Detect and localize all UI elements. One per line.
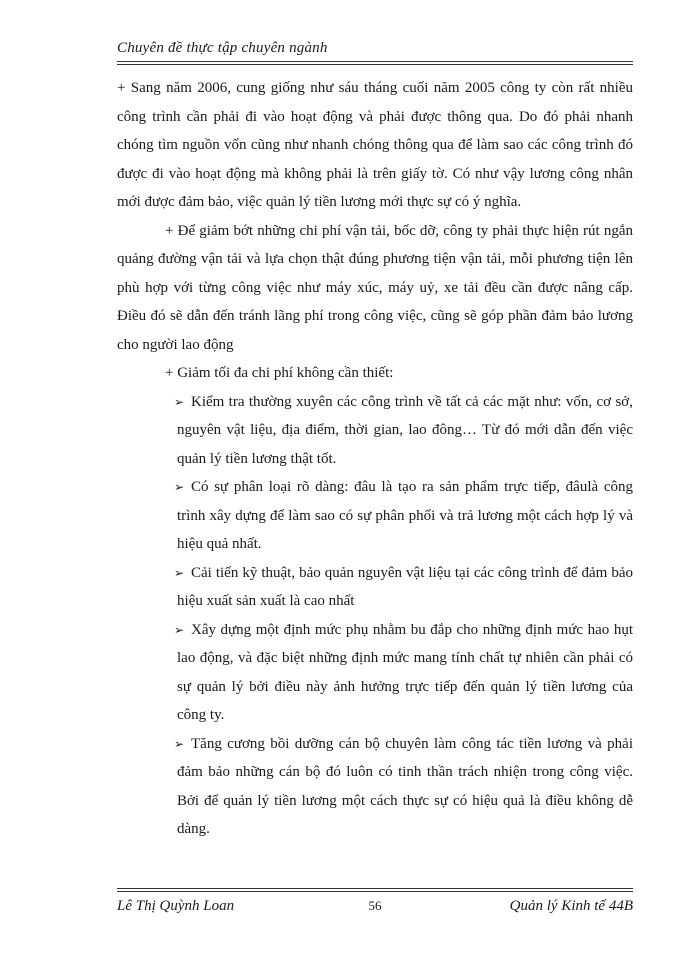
footer-rule-bottom — [117, 891, 633, 892]
arrow-bullet-icon: ➢ — [174, 622, 185, 637]
bullet-item — [117, 473, 633, 559]
header-rule-bottom — [117, 64, 633, 65]
footer-class: Quản lý Kinh tế 44B — [509, 898, 633, 914]
paragraph-3: + Giảm tối đa chi phí không cần thiết: — [165, 365, 394, 381]
paragraph-2: + Để giảm bớt những chi phí vận tải, bốc dỡ, công ty phải thực hiện rút ngắn quảng đường vận tải và lựa chọn thật đúng phương tiện vận tải, mỗi phương tiện lên phù hợp với từng công việc như máy xúc, máy uỷ, xe tải đều cần được nâng cấp. Điều đó sẽ dẫn đến tránh lãng phí trong công việc, cũng sẽ góp phần đảm bảo lương cho người lao động — [117, 222, 633, 353]
bullet-text: Xây dựng một định mức phụ nhằm bu đắp cho những định mức hao hụt lao động, và đặc biệt những định mức mang tính chất tự nhiên cần phải có sự quản lý bởi điều này ảnh hưởng trực tiếp đến quản lý tiền lương của công ty. — [177, 621, 633, 723]
bullet-item — [117, 616, 633, 730]
bullet-item — [117, 730, 633, 844]
footer — [117, 898, 633, 918]
footer-rule-top — [117, 888, 633, 889]
bullet-text: Cải tiến kỹ thuật, bảo quản nguyên vật liệu tại các công trình để đảm bảo hiệu xuất sản xuất là cao nhất — [177, 564, 633, 609]
arrow-bullet-icon: ➢ — [174, 565, 185, 580]
footer-author: Lê Thị Quỳnh Loan — [117, 898, 235, 914]
arrow-bullet-icon: ➢ — [174, 480, 185, 494]
header-rule-top — [117, 61, 633, 62]
page-number: 56 — [368, 898, 382, 913]
header-title: Chuyên đề thực tập chuyên ngành — [117, 40, 328, 56]
bullet-item — [117, 388, 633, 474]
bullet-item — [117, 559, 633, 616]
body-text — [117, 74, 633, 844]
arrow-bullet-icon: ➢ — [174, 394, 185, 409]
bullet-text: Kiểm tra thường xuyên các công trình về tất cả các mặt như: vốn, cơ sở, nguyên vật liệu, địa điểm, thời gian, lao đông… Từ đó mới dẫn đến việc quản lý tiền lương thật tốt. — [177, 393, 633, 467]
paragraph-1: + Sang năm 2006, cung giống như sáu tháng cuối năm 2005 công ty còn rất nhiều công trình cần phải đi vào hoạt động và phải được thông qua. Do đó phải nhanh chóng tìm nguồn vốn cũng như nhanh chóng thông qua để làm sao các công trình đó được đi vào hoạt động mà không phải là trên giấy tờ. Có như vậy lương công nhân mới được đảm bảo, việc quản lý tiền lương mới thực sự có ý nghĩa. — [117, 80, 633, 210]
bullet-text: Tăng cương bồi dưỡng cán bộ chuyên làm công tác tiền lương và phải đảm bảo những cán bộ đó luôn có tinh thần trách nhiện trong công việc. Bởi để quản lý tiền lương một cách thực sự có hiệu quả là điều không dễ dàng. — [177, 735, 633, 837]
bullet-text: Có sự phân loại rõ dàng: đâu là tạo ra sản phẩm trực tiếp, đâulà công trình xây dựng để làm sao có sự phân phối và trả lương một cách hợp lý và hiệu quả nhất. — [177, 479, 633, 552]
arrow-bullet-icon: ➢ — [174, 736, 185, 751]
